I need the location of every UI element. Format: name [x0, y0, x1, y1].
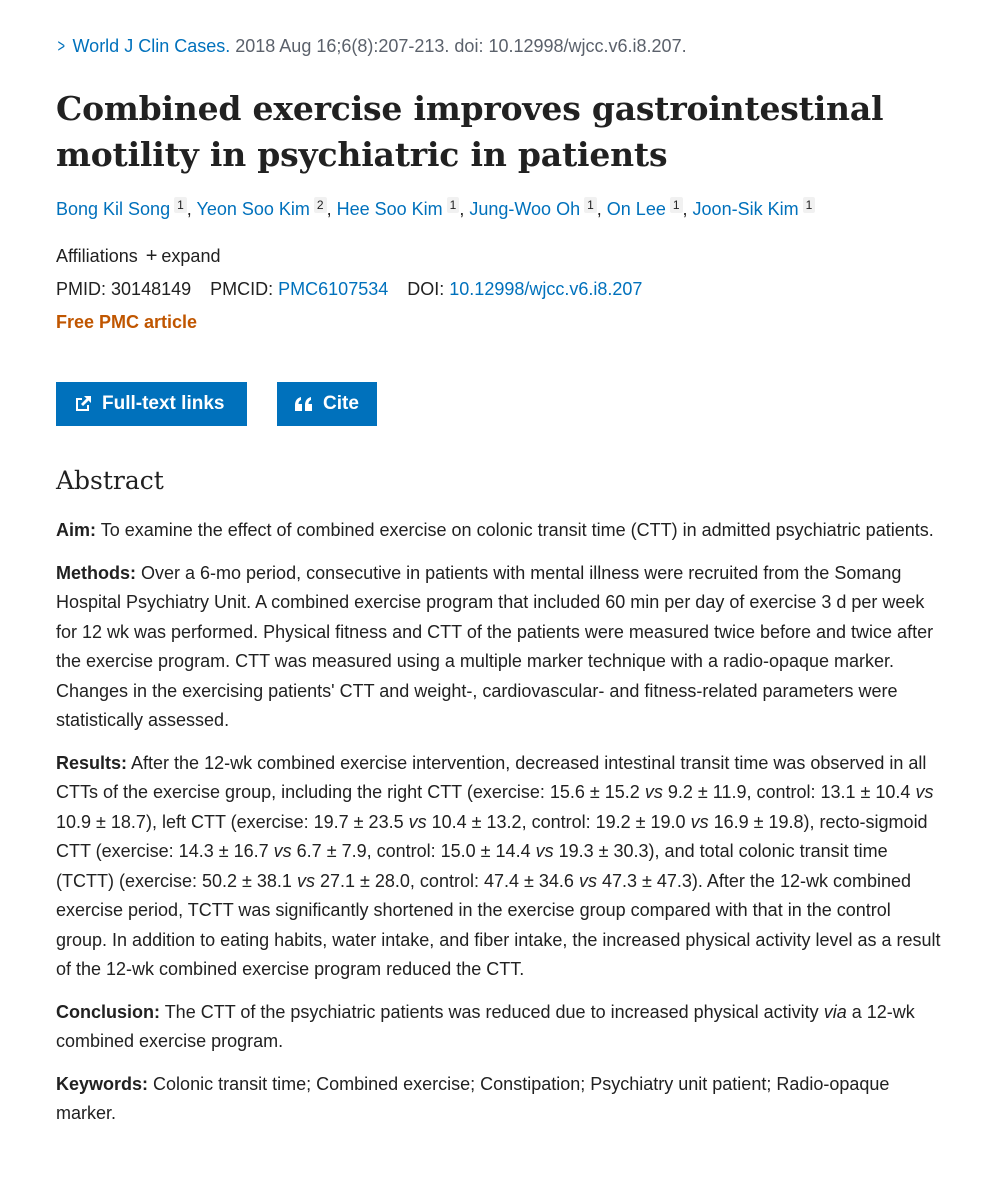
vs-italic: vs: [644, 782, 663, 802]
abstract-methods: [56, 559, 946, 736]
conclusion-label: Conclusion:: [56, 1001, 160, 1022]
plus-icon: +: [145, 245, 158, 267]
affiliation-number[interactable]: 1: [670, 197, 683, 213]
author-link[interactable]: Bong Kil Song: [56, 199, 171, 219]
journal-citation: [56, 36, 687, 57]
aim-label: Aim:: [56, 520, 96, 540]
affiliation-number[interactable]: 1: [803, 197, 816, 213]
aim-text: To examine the effect of combined exercise on colonic transit time (CTT) in admitted psychiatric patients.: [100, 520, 934, 540]
full-text-links-label: Full-text links: [102, 393, 225, 414]
affiliation-number[interactable]: 1: [174, 197, 187, 213]
chevron-right-icon[interactable]: >: [57, 36, 65, 56]
external-link-icon: [74, 395, 92, 413]
affiliation-number[interactable]: 1: [584, 197, 597, 213]
pmcid-link[interactable]: PMC6107534: [278, 279, 389, 299]
vs-italic: vs: [690, 811, 709, 832]
vs-italic: vs: [273, 841, 292, 861]
doi-link[interactable]: 10.12998/wjcc.v6.i8.207: [449, 279, 643, 299]
quote-icon: [295, 397, 313, 411]
results-label: Results:: [56, 752, 128, 773]
affiliation-number[interactable]: 1: [447, 197, 460, 213]
via-italic: via: [823, 1001, 847, 1022]
keywords-label: Keywords:: [56, 1073, 149, 1094]
results-text: 47.3 ± 47.3). After the 12-wk combined exercise period, TCTT was significantly shortened in the exercise group compared with that in the control group. In addition to eating habits, water intake, and fiber intake, the increased physical activity level as a result of the 12-wk combined exercise program reduced the CTT.: [56, 870, 941, 979]
author-link[interactable]: Hee Soo Kim: [336, 199, 443, 219]
pmcid-label: PMCID:: [210, 279, 274, 299]
citation-details: 2018 Aug 16;6(8):207-213. doi: 10.12998/wjcc.v6.i8.207.: [235, 36, 687, 56]
results-text: After the 12-wk combined exercise intervention, decreased intestinal transit time was observed in all CTTs of the exercise group, including the right CTT (exercise: 15.6 ± 15.2: [56, 752, 927, 802]
article-identifiers: [56, 279, 642, 300]
abstract-heading: Abstract: [56, 466, 164, 495]
keywords-text: Colonic transit time; Combined exercise; Constipation; Psychiatry unit patient; Radio-opaque marker.: [56, 1073, 890, 1123]
cite-button[interactable]: [277, 382, 377, 426]
abstract-aim: [56, 516, 946, 546]
doi-label: DOI:: [407, 279, 445, 299]
results-text: 9.2 ± 11.9, control: 13.1 ± 10.4: [667, 782, 911, 802]
results-text: 10.9 ± 18.7), left CTT (exercise: 19.7 ± 23.5: [56, 811, 404, 832]
pmid-label: PMID:: [56, 279, 107, 299]
free-pmc-badge: Free PMC article: [56, 312, 198, 332]
results-text: 27.1 ± 28.0, control: 47.4 ± 34.6: [319, 870, 574, 891]
author-link[interactable]: Jung-Woo Oh: [469, 199, 581, 219]
author-link[interactable]: Joon-Sik Kim: [692, 199, 799, 219]
affiliations-toggle[interactable]: [56, 245, 220, 268]
journal-link[interactable]: World J Clin Cases.: [72, 36, 231, 56]
results-text: 16.9 ± 19.8), recto-sigmoid CTT (exercise: 14.3 ± 16.7: [56, 811, 928, 861]
abstract-keywords: [56, 1070, 946, 1129]
methods-label: Methods:: [56, 562, 136, 583]
abstract-results: [56, 749, 946, 985]
methods-text: Over a 6-mo period, consecutive in patients with mental illness were recruited from the Somang Hospital Psychiatry Unit. A combined exercise program that included 60 min per day of exercise 3 d per week for 12 wk was performed. Physical fitness and CTT of the patients were measured twice before and twice after the exercise program. CTT was measured using a multiple marker technique with a radio-opaque marker. Changes in the exercising patients' CTT and weight-, cardiovascular- and fitness-related parameters were statistically assessed.: [56, 562, 934, 730]
expand-label: expand: [161, 246, 221, 266]
vs-italic: vs: [408, 811, 427, 832]
results-text: 10.4 ± 13.2, control: 19.2 ± 19.0: [431, 811, 686, 832]
vs-italic: vs: [296, 870, 315, 891]
author-link[interactable]: On Lee: [606, 199, 666, 219]
author-link[interactable]: Yeon Soo Kim: [196, 199, 310, 219]
author-list: Bong Kil Song $^1$ , Yeon Soo Kim $^2$ , Hee Soo Kim $^1$ , Jung-Woo Oh $^1$ , On Lee $^1$ , Joon-Sik Kim $^1$: [56, 198, 815, 220]
conclusion-text: a 12-wk combined exercise program.: [56, 1001, 915, 1051]
affiliations-label: Affiliations: [56, 246, 138, 266]
full-text-links-button[interactable]: [56, 382, 247, 426]
vs-italic: vs: [915, 782, 934, 802]
vs-italic: vs: [535, 841, 554, 861]
results-text: 6.7 ± 7.9, control: 15.0 ± 14.4: [296, 841, 531, 861]
affiliation-number[interactable]: 2: [314, 197, 327, 213]
pmid-value: 30148149: [111, 279, 192, 299]
article-title: Combined exercise improves gastrointestinal motility in psychiatric in patients: [56, 89, 884, 174]
abstract-body: [56, 516, 946, 1142]
results-text: 19.3 ± 30.3), and total colonic transit time (TCTT) (exercise: 50.2 ± 38.1: [56, 841, 888, 891]
cite-label: Cite: [323, 393, 359, 414]
abstract-conclusion: [56, 998, 946, 1057]
vs-italic: vs: [578, 870, 597, 891]
conclusion-text: The CTT of the psychiatric patients was reduced due to increased physical activity: [164, 1001, 819, 1022]
